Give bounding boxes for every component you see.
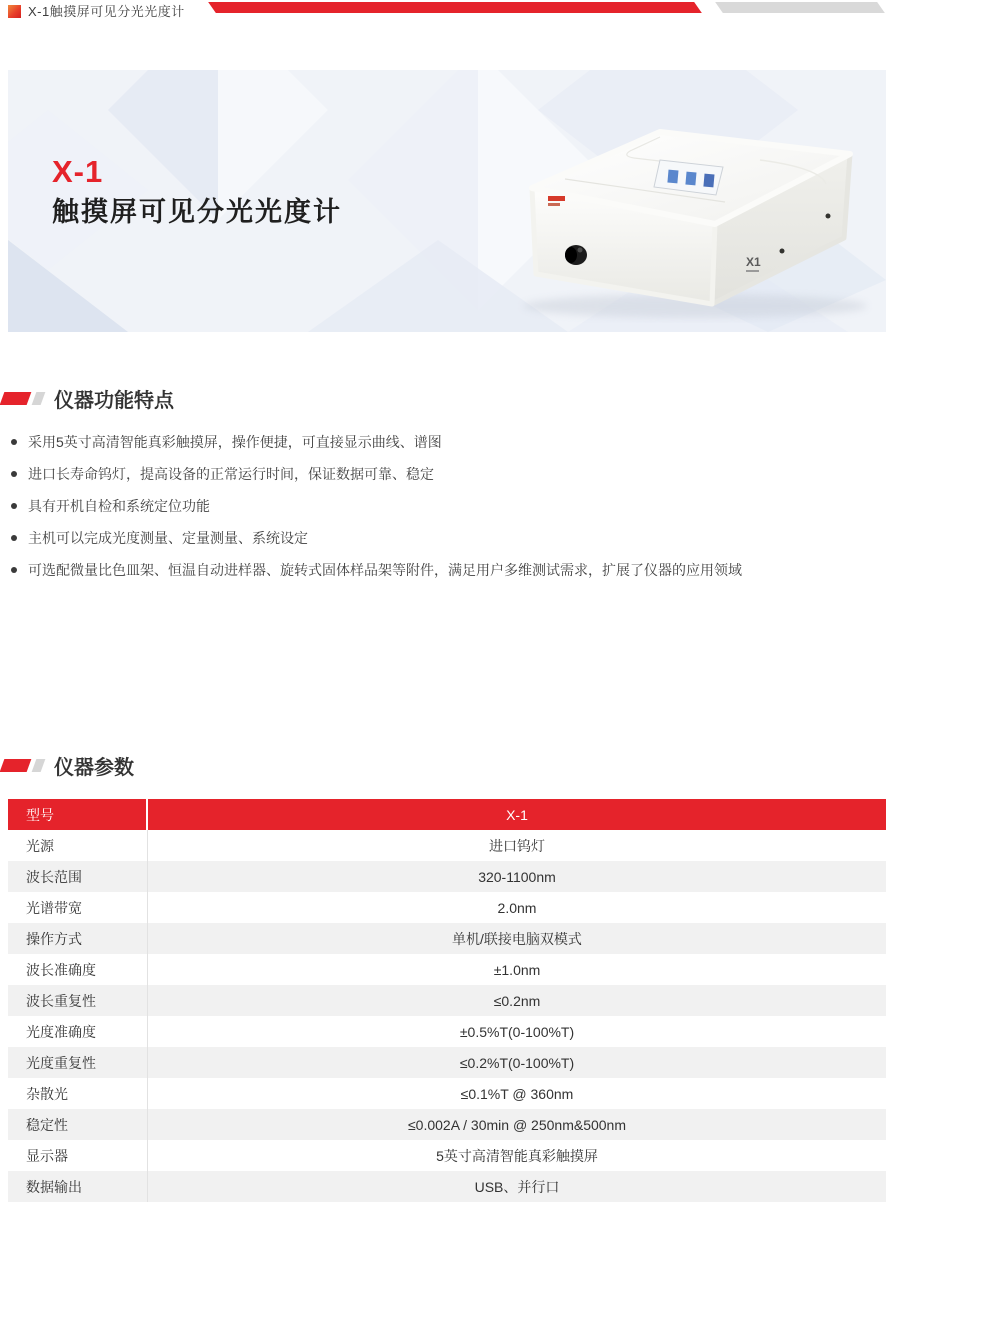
param-value: 320-1100nm (478, 868, 556, 885)
feature-item: 进口长寿命钨灯，提高设备的正常运行时间，保证数据可靠、稳定 (10, 466, 870, 482)
feature-item: 采用5英寸高清智能真彩触摸屏，操作便捷，可直接显示曲线、谱图 (10, 434, 870, 450)
param-label: 光谱带宽 (8, 892, 148, 923)
param-label: 波长重复性 (8, 985, 148, 1016)
page-breadcrumb: X-1触摸屏可见分光光度计 (28, 4, 185, 19)
param-value: X-1 (506, 806, 528, 823)
param-label: 杂散光 (8, 1078, 148, 1109)
device-model-mark: X1 (746, 255, 761, 269)
feature-item: 具有开机自检和系统定位功能 (10, 498, 870, 514)
features-title: 仪器功能特点 (54, 389, 174, 412)
table-row (8, 1078, 886, 1109)
heading-red-marker-icon (0, 759, 31, 772)
param-label: 光度准确度 (8, 1016, 148, 1047)
param-label: 光度重复性 (8, 1047, 148, 1078)
product-name-title: 触摸屏可见分光光度计 (52, 197, 342, 227)
param-value: 2.0nm (497, 899, 537, 916)
table-row (8, 1171, 886, 1202)
param-label: 稳定性 (8, 1109, 148, 1140)
table-row (8, 1140, 886, 1171)
table-row (8, 1016, 886, 1047)
param-value: ±0.5%T(0-100%T) (459, 1023, 575, 1040)
table-row (8, 830, 886, 861)
param-value: ≤0.1%T @ 360nm (460, 1085, 574, 1102)
heading-red-marker-icon (0, 392, 31, 405)
product-model-title: X-1 (52, 154, 104, 189)
decor-gray-bar (715, 2, 885, 13)
table-row (8, 985, 886, 1016)
heading-gray-marker-icon (32, 759, 46, 772)
product-image (510, 104, 880, 326)
param-label: 型号 (8, 799, 148, 830)
param-label: 操作方式 (8, 923, 148, 954)
brand-square-icon (8, 5, 21, 18)
param-value: ≤0.2%T(0-100%T) (459, 1054, 575, 1071)
param-label: 波长范围 (8, 861, 148, 892)
param-value: 5英寸高清智能真彩触摸屏 (436, 1147, 598, 1164)
param-value: ≤0.2nm (493, 992, 541, 1009)
parameters-table (8, 799, 886, 1202)
hero-banner (8, 70, 886, 332)
table-row (8, 1109, 886, 1140)
table-row (8, 923, 886, 954)
param-value: USB、并行口 (474, 1178, 560, 1195)
param-value: 单机/联接电脑双模式 (452, 930, 582, 947)
table-row (8, 861, 886, 892)
table-row (8, 892, 886, 923)
hero-text-block (52, 154, 342, 232)
param-label: 波长准确度 (8, 954, 148, 985)
table-row (8, 954, 886, 985)
feature-item: 可选配微量比色皿架、恒温自动进样器、旋转式固体样品架等附件，满足用户多维测试需求，扩展了仪器的应用领域 (10, 562, 870, 578)
heading-gray-marker-icon (32, 392, 46, 405)
features-section-heading (2, 385, 174, 411)
params-title: 仪器参数 (54, 756, 134, 779)
features-list (10, 434, 870, 594)
table-header-row (8, 799, 886, 830)
param-label: 数据输出 (8, 1171, 148, 1202)
table-row (8, 1047, 886, 1078)
params-section-heading (2, 752, 134, 778)
param-value: 进口钨灯 (489, 837, 545, 854)
top-bar (0, 0, 990, 26)
decor-red-bar (208, 2, 702, 13)
param-label: 显示器 (8, 1140, 148, 1171)
param-label: 光源 (8, 830, 148, 861)
feature-item: 主机可以完成光度测量、定量测量、系统设定 (10, 530, 870, 546)
param-value: ±1.0nm (493, 961, 541, 978)
param-value: ≤0.002A / 30min @ 250nm&500nm (407, 1116, 627, 1133)
